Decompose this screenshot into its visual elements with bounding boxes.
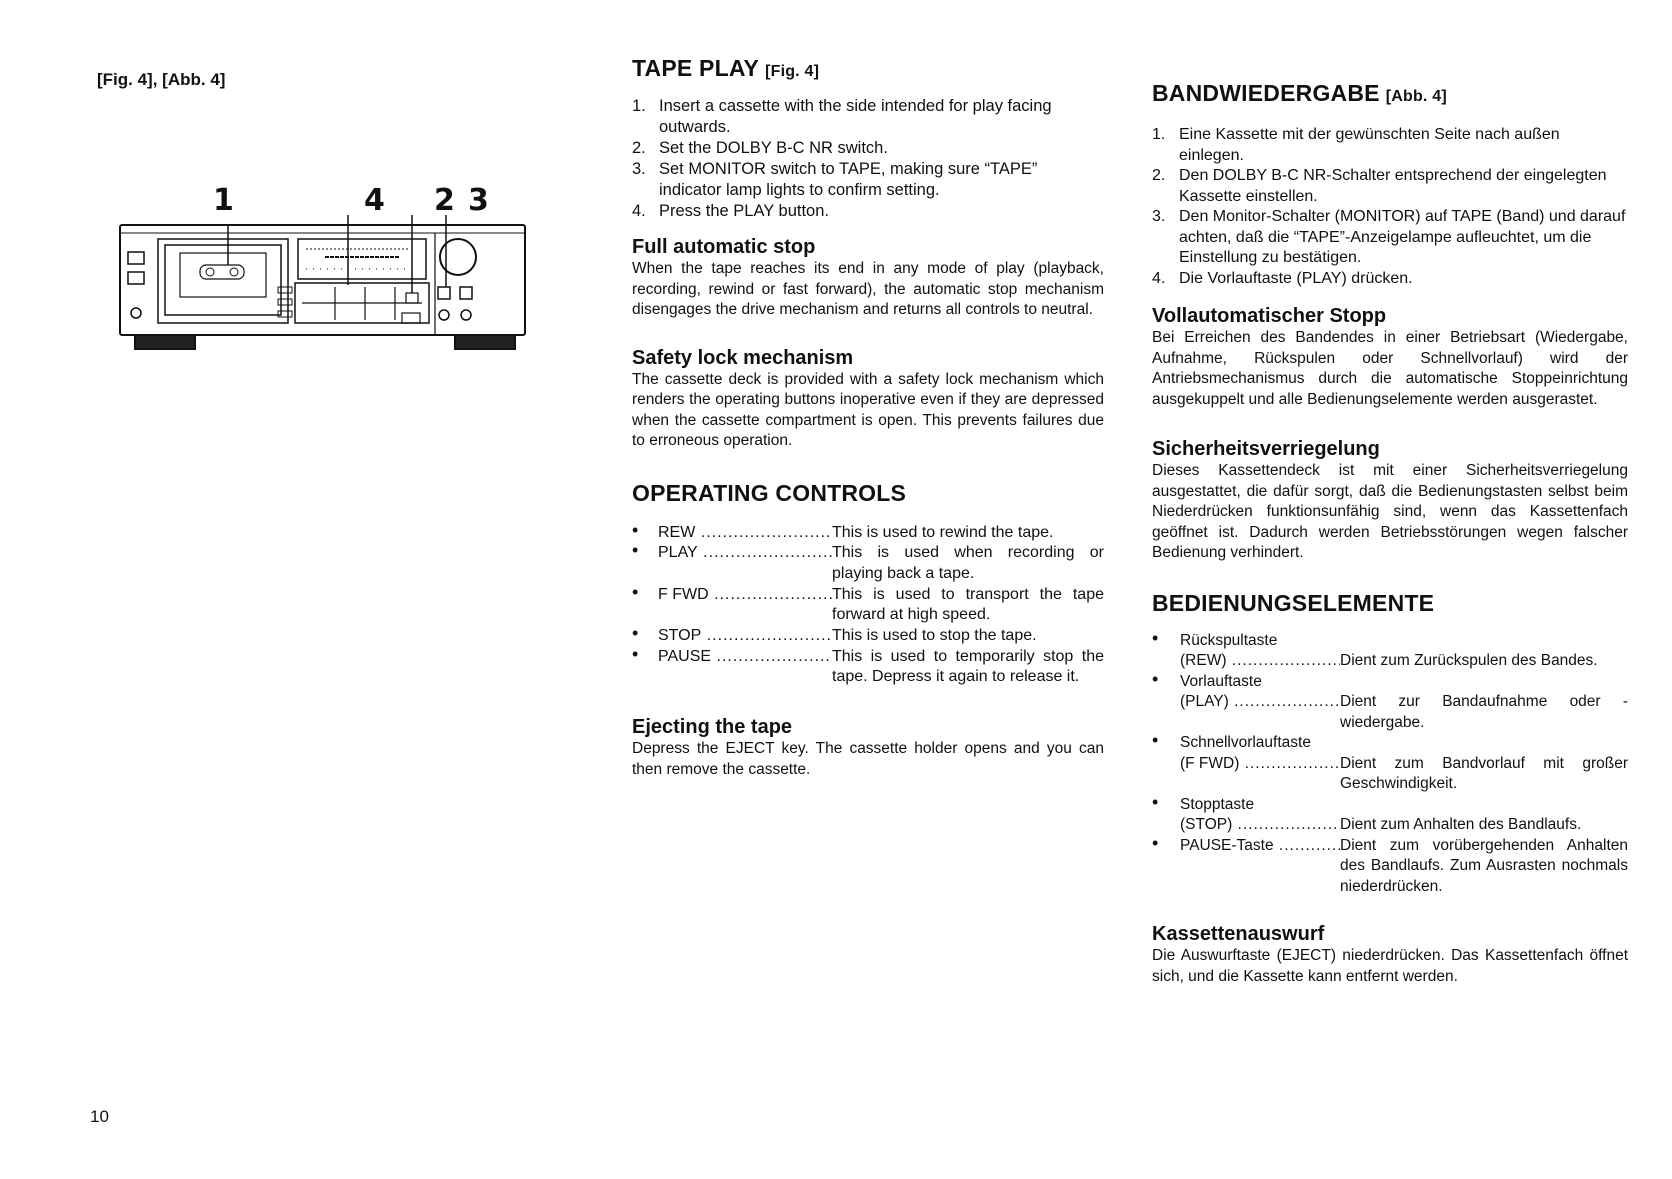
kassettenauswurf-text: Die Auswurftaste (EJECT) niederdrücken. Das Kassettenfach öffnet sich, und die Kassette kann entfernt werden. [1152,947,1628,985]
control-item-pause: • PAUSE-Taste ..... Dient zum vorübergehenden Anhalten des Bandlaufs. Zum Ausrasten nochmals niederdrücken. [1152,836,1628,898]
step-item: 3. Set MONITOR switch to TAPE, making sure “TAPE” indicator lamp lights to confirm setting. [632,160,1038,199]
bedienungselemente-list [1152,627,1628,898]
callout-1: 1 [213,183,234,218]
eject-heading: Ejecting the tape [632,716,793,739]
step-item: 4. Press the PLAY button. [632,202,829,220]
tape-play-heading: TAPE PLAY [Fig. 4] [632,55,820,81]
control-item-rew: • Rückspultaste (REW) ..... Dient zum Zurückspulen des Bandes. [1152,631,1628,672]
step-item: 1. Eine Kassette mit der gewünschten Seite nach außen einlegen. [1152,126,1560,164]
sicherheitsverriegelung-text: Dieses Kassettendeck ist mit einer Sicherheitsverriegelung ausgestattet, die dafür sorgt, daß die Bedienungstasten selbst beim Niederdrücken funktionsunfähig sind, wenn das Kassettenfach geöffnet ist. Dadurch werden Betriebsstörungen wegen falscher Bedienung verhindert. [1152,462,1628,561]
step-item: 2. Den DOLBY B-C NR-Schalter entsprechend der eingelegten Kassette einstellen. [1152,167,1607,205]
eject-text: Depress the EJECT key. The cassette holder opens and you can then remove the cassette. [632,740,1104,778]
page-number: 10 [90,1107,109,1126]
control-item-ffwd: • Schnellvorlauftaste (F FWD) ..... Dient zum Bandvorlauf mit großer Geschwindigkeit. [1152,733,1628,795]
step-item: 2. Set the DOLBY B-C NR switch. [632,139,888,157]
sicherheitsverriegelung-heading: Sicherheitsverriegelung [1152,438,1380,460]
safety-lock-text: The cassette deck is provided with a safety lock mechanism which renders the operating buttons inoperative even if they are depressed when the cassette compartment is open. This prevents failures due to erroneous operation. [632,370,1104,449]
german-column [1152,80,1628,987]
step-item: 4. Die Vorlauftaste (PLAY) drücken. [1152,269,1413,287]
control-item-pause: • PAUSE ..... This is used to temporarily stop the tape. Depress it again to release it. [632,647,1104,688]
step-item: 3. Den Monitor-Schalter (MONITOR) auf TAPE (Band) und darauf achten, daß die “TAPE”-Anzeigelampe aufleuchtet, um die Einstellung zu bestätigen. [1152,208,1626,266]
kassettenauswurf-heading: Kassettenauswurf [1152,923,1325,945]
vollautomatischer-stopp-heading: Vollautomatischer Stopp [1152,305,1387,327]
control-item-play: • Vorlauftaste (PLAY) ..... Dient zur Bandaufnahme oder -wiedergabe. [1152,672,1628,734]
control-item-stop: • Stopptaste (STOP) ..... Dient zum Anhalten des Bandlaufs. [1152,795,1628,836]
figure-label: [Fig. 4], [Abb. 4] [97,70,226,89]
bandwiedergabe-steps [1152,125,1628,289]
callout-3: 3 [468,183,489,218]
auto-stop-text: When the tape reaches its end in any mode of play (playback, recording, rewind or fast forward), the automatic stop mechanism disengages the drive mechanism and returns all controls to neutral. [632,260,1104,318]
safety-lock-heading: Safety lock mechanism [632,346,854,369]
bandwiedergabe-heading: BANDWIEDERGABE [Abb. 4] [1152,80,1447,106]
control-item-ffwd: • F FWD ..... This is used to transport the tape forward at high speed. [632,585,1104,626]
controls-list [632,519,1104,689]
callout-4: 4 [364,183,385,218]
vollautomatischer-stopp-text: Bei Erreichen des Bandendes in einer Betriebsart (Wiedergabe, Aufnahme, Rückspulen oder Schnellvorlauf) wird der Antriebsmechanismus durch die automatische Stoppeinrichtung ausgekuppelt und alle Bedienungselemente werden ausgerastet. [1152,329,1628,408]
auto-stop-heading: Full automatic stop [632,236,816,258]
operating-controls-heading: OPERATING CONTROLS [632,479,907,506]
bedienungselemente-heading: BEDIENUNGSELEMENTE [1152,589,1435,616]
step-item: 1. Insert a cassette with the side intended for play facing outwards. [632,97,1052,136]
control-item-play: • PLAY ..... This is used when recording or playing back a tape. [632,543,1104,584]
control-item-stop: • STOP ..... This is used to stop the tape. [632,626,1104,647]
tape-play-steps [632,96,1104,222]
english-column [632,55,1104,780]
control-item-rew: • REW ..... This is used to rewind the tape. [632,523,1104,544]
callout-2: 2 [434,183,455,218]
cassette-deck-illustration [110,215,540,360]
